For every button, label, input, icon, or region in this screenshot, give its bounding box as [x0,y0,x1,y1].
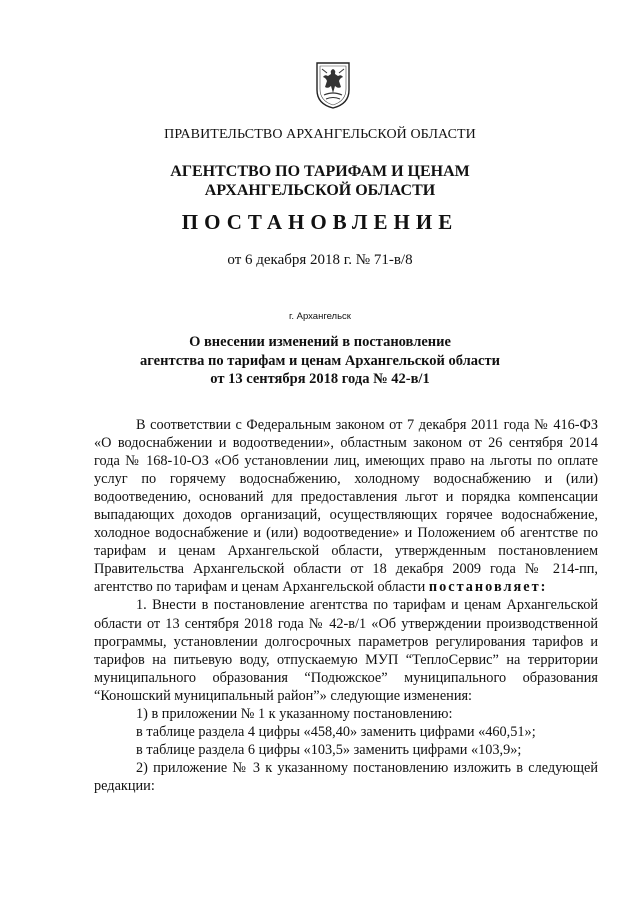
document-date-number: от 6 декабря 2018 г. № 71-в/8 [227,252,413,268]
preamble-text: В соответствии с Федеральным законом от 7 декабря 2011 года № 416-ФЗ «О водоснабжении и водоотведении», областным законом от 26 сентября 2014 года № 168-10-ОЗ «Об установлении лиц, имеющих право на льготы по оплате услуг по горячему водоснабжению, холодному водоснабжению и (или) водоотведению, оснований для предоставления льгот и порядка компенсации выпадающих доходов организаций, осуществляющих горячее водоснабжение, холодное водоснабжение и (или) водоотведение» и Положением об агентстве по тарифам и ценам Архангельской области, утвержденным постановлением Правительства Архангельской области от 18 декабря 2009 года № 214-пп, агентство по тарифам и ценам Архангельской области [94,417,598,596]
document-title [0,333,640,389]
item-1b: в таблице раздела 6 цифры «103,5» заменить цифрами «103,9»; [136,741,522,758]
title-line2: агентства по тарифам и ценам Архангельской области [140,352,500,369]
title-line3: от 13 сентября 2018 года № 42-в/1 [210,371,430,387]
agency-name-line2: АРХАНГЕЛЬСКОЙ ОБЛАСТИ [204,182,436,199]
clause-1-paragraph: 1. Внести в постановление агентства по тарифам и ценам Архангельской области от 13 сентября 2018 года № 42-в/1 «Об утверждении производственной программы, установлении долгосрочных параметров регулирования тарифов и тарифов на питьевую воду, отпускаемую МУП “ТеплоСервис” на территории муниципального образования “Подюжское” муниципального образования “Коношский муниципальный район”» следующие изменения: [94,597,598,704]
item-1: 1) в приложении № 1 к указанному постановлению: [136,705,453,722]
coat-of-arms-emblem [314,60,352,110]
decree-word: постановляет: [428,579,548,596]
government-name: ПРАВИТЕЛЬСТВО АРХАНГЕЛЬСКОЙ ОБЛАСТИ [164,127,476,142]
title-line1: О внесении изменений в постановление [189,334,451,350]
preamble-paragraph [94,416,598,596]
agency-name-line1: АГЕНТСТВО ПО ТАРИФАМ И ЦЕНАМ [170,163,470,180]
item-1a: в таблице раздела 4 цифры «458,40» заменить цифрами «460,51»; [136,723,536,740]
document-city: г. Архангельск [289,311,351,322]
agency-name [0,162,640,200]
item-2: 2) приложение № 3 к указанному постановлению изложить в следующей редакции: [94,759,598,794]
document-type: ПОСТАНОВЛЕНИЕ [181,210,459,234]
document-body [94,416,598,795]
